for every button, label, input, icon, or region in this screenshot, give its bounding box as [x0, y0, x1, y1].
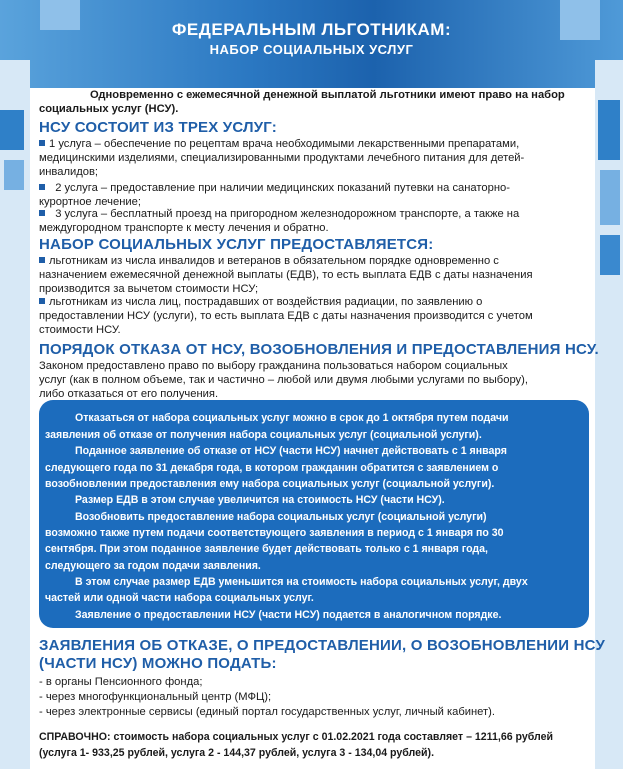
right-decor-strip [595, 60, 623, 769]
section1-item3: 3 услуга – бесплатный проезд на пригородном железнодорожном транспорте, а также на междугородном транспорте к месту лечения и обратно. [39, 208, 520, 234]
panel-line: Отказаться от набора социальных услуг можно в срок до 1 октября путем подачи [75, 412, 509, 424]
footer-line-2: (услуга 1- 933,25 рублей, услуга 2 - 144,37 рублей, услуга 3 - 134,04 рублей). [39, 747, 435, 759]
section2-item1: льготникам из числа инвалидов и ветеранов в обязательном порядке одновременно с назначением ежемесячной денежной выплаты (ЕДВ), то есть выплата ЕДВ с даты назначения производится за вычетом стоимости НСУ; [39, 255, 533, 295]
section4-heading-line1: ЗАЯВЛЕНИЯ ОБ ОТКАЗЕ, О ПРЕДОСТАВЛЕНИИ, О ВОЗОБНОВЛЕНИИ НСУ [39, 637, 605, 654]
decor-square [0, 110, 24, 150]
footer-line-1: СПРАВОЧНО: стоимость набора социальных услуг с 01.02.2021 года составляет – 1211,66 рублей [39, 731, 554, 743]
panel-line: сентября. При этом поданное заявление будет действовать только с 1 января года, [45, 543, 488, 555]
section3-heading: ПОРЯДОК ОТКАЗА ОТ НСУ, ВОЗОБНОВЛЕНИЯ И ПРЕДОСТАВЛЕНИЯ НСУ. [39, 341, 599, 358]
panel-line: В этом случае размер ЕДВ уменьшится на стоимость набора социальных услуг, двух [75, 576, 528, 588]
section4-item: - через многофункциональный центр (МФЦ); [39, 691, 272, 703]
page-title: ФЕДЕРАЛЬНЫМ ЛЬГОТНИКАМ: [171, 20, 452, 39]
decor-square [600, 235, 620, 275]
section4-item: - через электронные сервисы (единый портал государственных услуг, личный кабинет). [39, 706, 495, 718]
decor-square [598, 100, 620, 160]
section4-item: - в органы Пенсионного фонда; [39, 676, 203, 688]
section4-heading-line2: (ЧАСТИ НСУ) МОЖНО ПОДАТЬ: [39, 655, 277, 672]
section1-heading: НСУ СОСТОИТ ИЗ ТРЕХ УСЛУГ: [39, 119, 277, 136]
decor-square [4, 160, 24, 190]
section1-item2: 2 услуга – предоставление при наличии медицинских показаний путевки на санаторно- курортное лечение; [39, 182, 510, 208]
panel-line: Возобновить предоставление набора социальных услуг (социальной услуги) [75, 511, 487, 523]
panel-line: частей или одной части набора социальных услуг. [45, 592, 314, 604]
panel-line: следующего за годом подачи заявления. [45, 560, 261, 572]
bullet-icon [39, 210, 45, 216]
panel-line: Поданное заявление об отказе от НСУ (части НСУ) начнет действовать с 1 января [75, 445, 507, 457]
panel-line: Заявление о предоставлении НСУ (части НСУ) подается в аналогичном порядке. [75, 609, 502, 621]
bullet-icon [39, 257, 45, 263]
intro-line-2: социальных услуг (НСУ). [39, 103, 179, 115]
panel-line: следующего года по 31 декабря года, в котором гражданин обратится с заявлением о [45, 462, 499, 474]
panel-line: Размер ЕДВ в этом случае увеличится на стоимость НСУ (части НСУ). [75, 494, 445, 506]
bullet-icon [39, 298, 45, 304]
panel-line: заявления об отказе от получения набора социальных услуг (социальной услуги). [45, 429, 482, 441]
section3-text: Законом предоставлено право по выбору гражданина пользоваться набором социальных услуг (как в полном объеме, так и частично – любой или двумя любыми услугами по выбору), либо отказаться от его получения. [39, 360, 528, 400]
page-subtitle: НАБОР СОЦИАЛЬНЫХ УСЛУГ [209, 42, 414, 57]
section2-heading: НАБОР СОЦИАЛЬНЫХ УСЛУГ ПРЕДОСТАВЛЯЕТСЯ: [39, 236, 434, 253]
decor-square [600, 170, 620, 225]
section2-item2: льготникам из числа лиц, пострадавших от воздействия радиации, по заявлению о предоставлении НСУ (услуги), то есть выплата ЕДВ с даты назначения производится с учетом стоимости НСУ. [39, 296, 533, 336]
panel-line: возможно также путем подачи соответствующего заявления в период с 1 января по 30 [45, 527, 504, 539]
section1-item1: 1 услуга – обеспечение по рецептам врача необходимыми лекарственными препаратами, медицинскими изделиями, специализированными продуктами лечебного питания для детей- инвалидов; [39, 138, 525, 178]
bullet-icon [39, 184, 45, 190]
intro-line-1: Одновременно с ежемесячной денежной выплатой льготники имеют право на набор [90, 89, 565, 101]
bullet-icon [39, 140, 45, 146]
panel-line: возобновлении предоставления ему набора социальных услуг (социальной услуги). [45, 478, 495, 490]
